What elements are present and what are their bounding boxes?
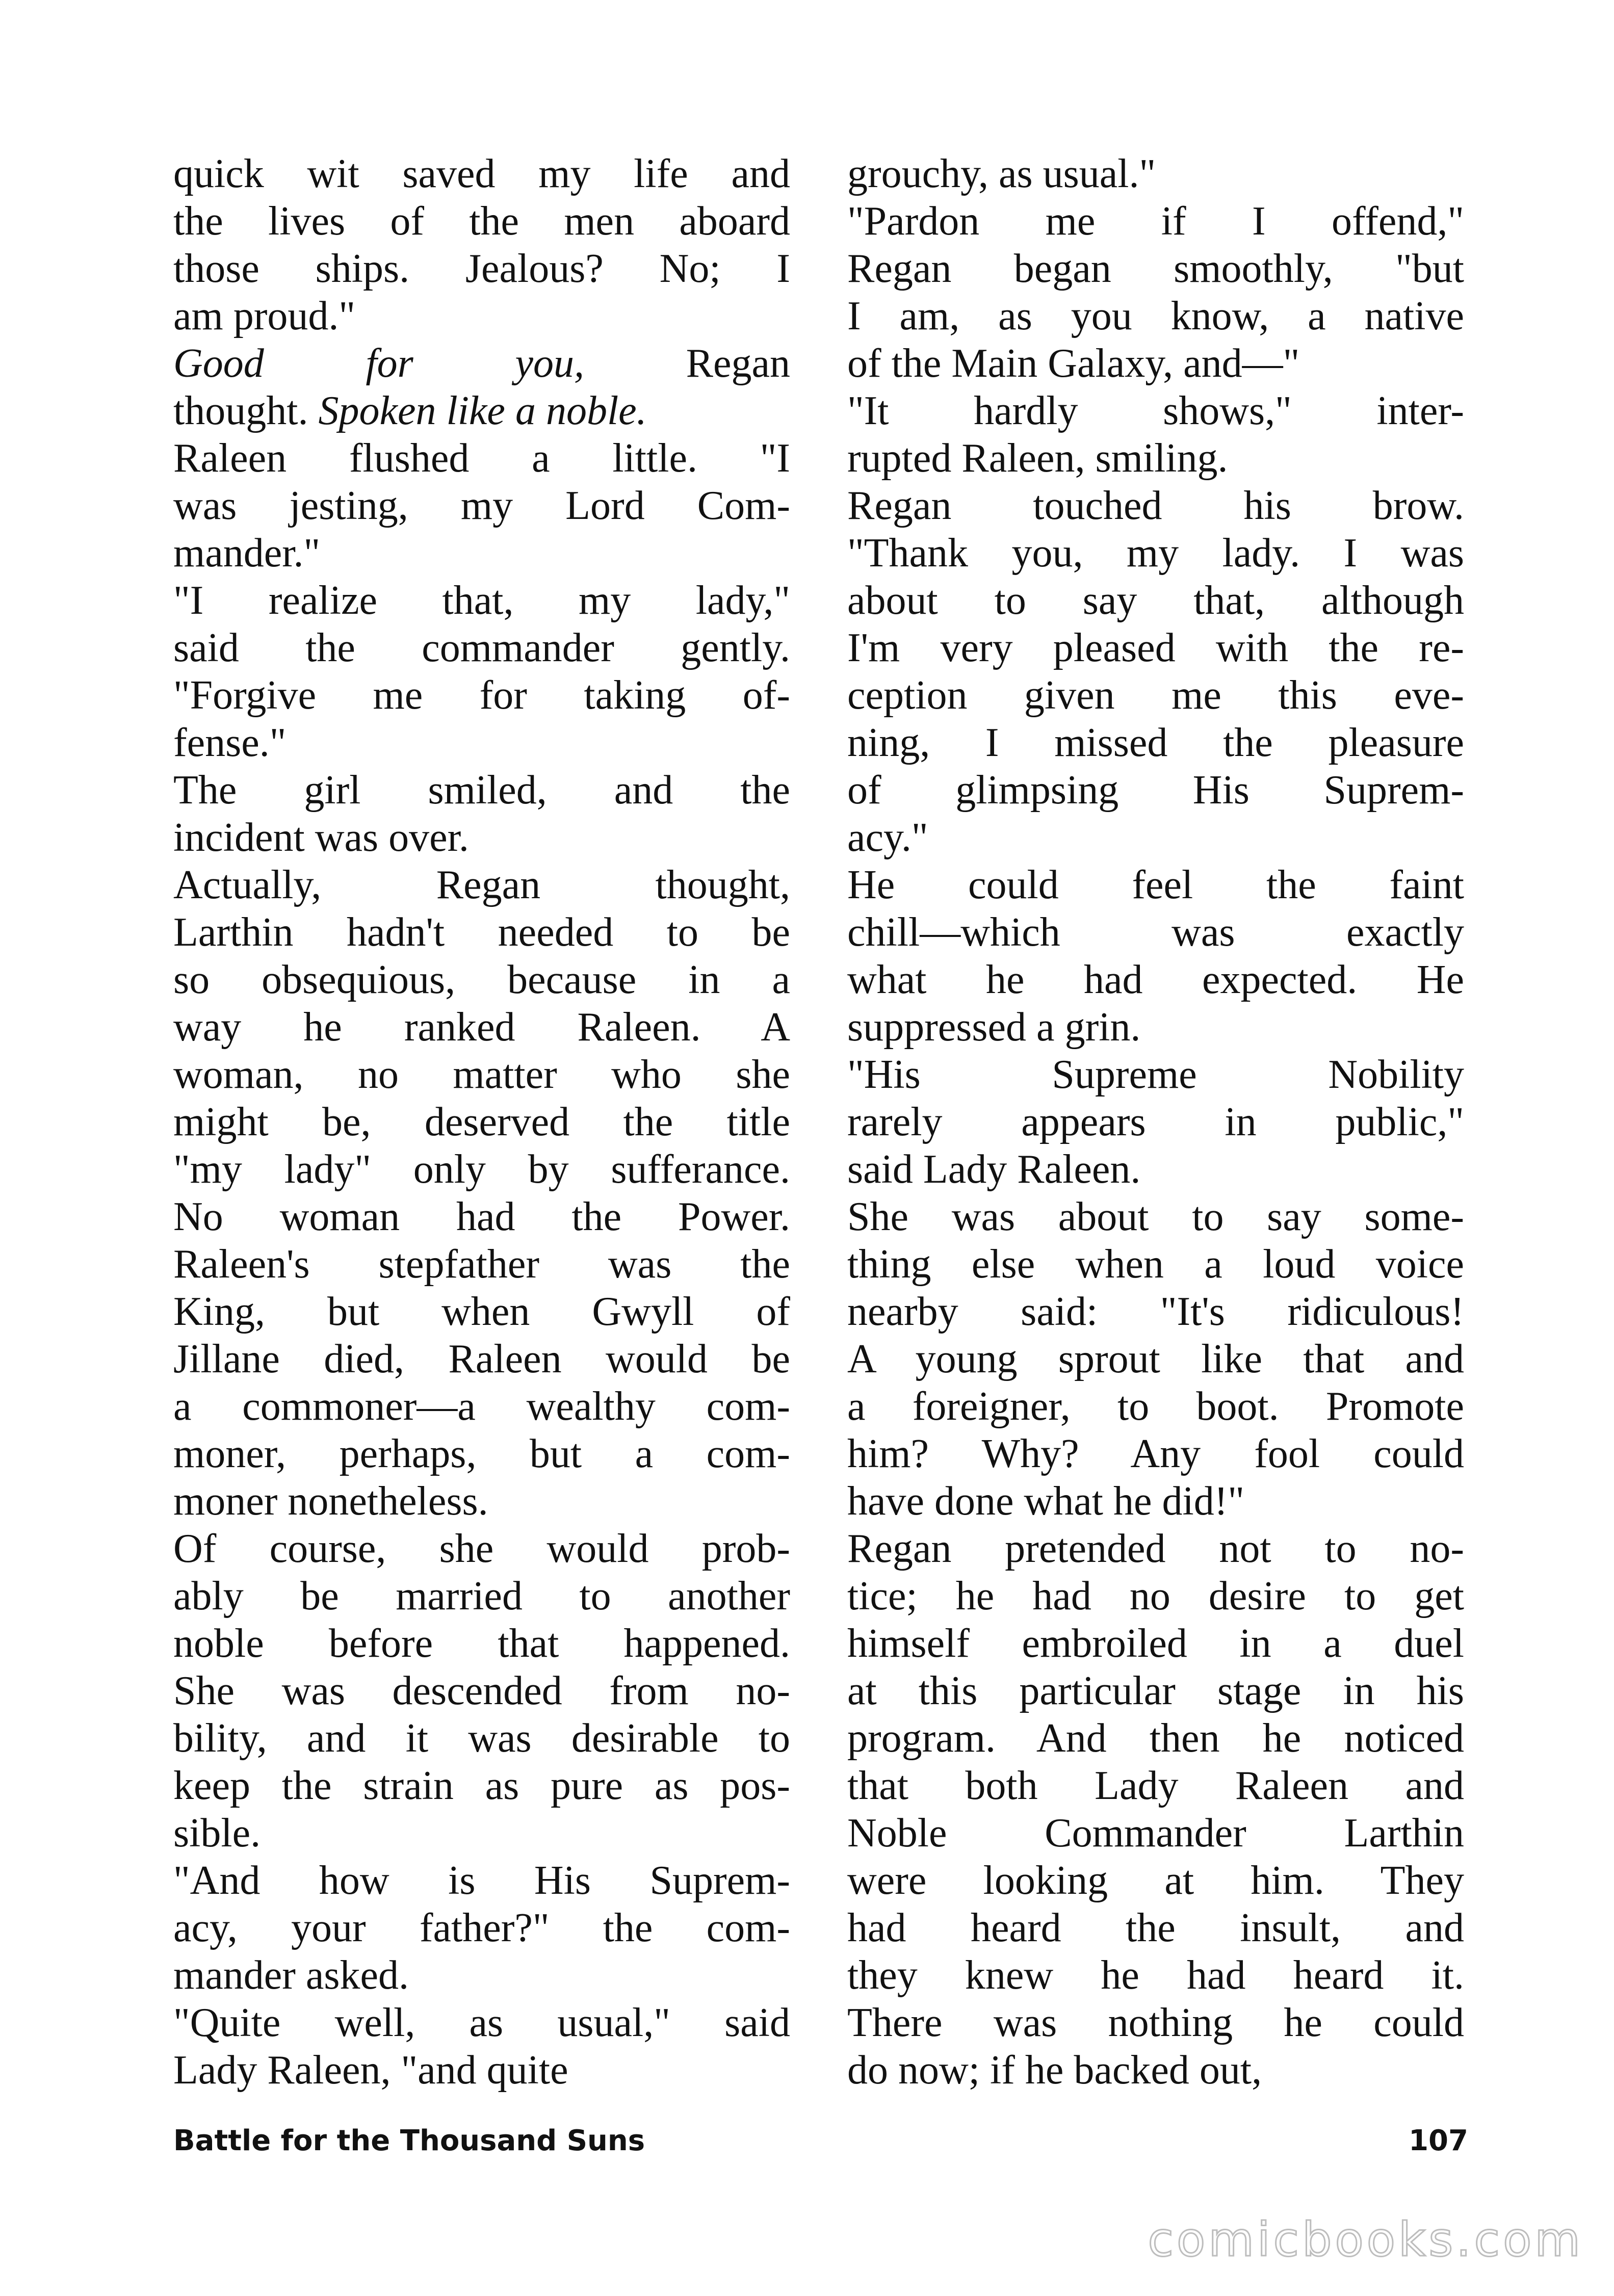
text-line: woman, no matter who she bbox=[173, 1052, 790, 1097]
left-paragraph bbox=[173, 435, 790, 577]
left-paragraph bbox=[173, 150, 790, 340]
text-line: "Pardon me if I offend," bbox=[847, 199, 1464, 244]
left-paragraph bbox=[173, 767, 790, 862]
text-line: Regan touched his brow. bbox=[847, 483, 1464, 528]
text-line: the lives of the men aboard bbox=[173, 199, 790, 244]
text-line: mander." bbox=[173, 531, 321, 576]
right-paragraph bbox=[847, 1525, 1464, 2094]
text-line: said Lady Raleen. bbox=[847, 1147, 1141, 1192]
text-line: thought. Spoken like a noble. bbox=[173, 388, 647, 433]
text-line: Lady Raleen, "and quite bbox=[173, 2048, 568, 2093]
text-line: about to say that, although bbox=[847, 578, 1464, 623]
text-line: those ships. Jealous? No; I bbox=[173, 246, 790, 291]
page-footer bbox=[173, 2121, 1468, 2161]
right-paragraph bbox=[847, 862, 1464, 1051]
text-line: quick wit saved my life and bbox=[173, 151, 790, 196]
text-line: might be, deserved the title bbox=[173, 1100, 790, 1144]
right-paragraph bbox=[847, 150, 1464, 198]
text-line: rupted Raleen, smiling. bbox=[847, 436, 1228, 481]
page-number: 107 bbox=[1409, 2124, 1468, 2157]
text-line: Jillane died, Raleen would be bbox=[173, 1337, 790, 1381]
left-paragraph bbox=[173, 862, 790, 1525]
text-line: was jesting, my Lord Com- bbox=[173, 483, 790, 528]
text-line: King, but when Gwyll of bbox=[173, 1289, 790, 1334]
text-line: Regan began smoothly, "but bbox=[847, 246, 1464, 291]
text-line: "Thank you, my lady. I was bbox=[847, 531, 1464, 576]
left-paragraph bbox=[173, 340, 790, 435]
text-line: am proud." bbox=[173, 294, 356, 338]
text-line: I'm very pleased with the re- bbox=[847, 625, 1464, 670]
left-paragraph bbox=[173, 1525, 790, 1857]
text-line: She was about to say some- bbox=[847, 1194, 1464, 1239]
text-line: were looking at him. They bbox=[847, 1858, 1464, 1903]
left-paragraph bbox=[173, 1999, 790, 2094]
text-line: I am, as you know, a native bbox=[847, 294, 1464, 338]
text-line: A young sprout like that and bbox=[847, 1337, 1464, 1381]
text-line: that both Lady Raleen and bbox=[847, 1763, 1464, 1808]
running-title: Battle for the Thousand Suns bbox=[173, 2124, 645, 2157]
text-line: No woman had the Power. bbox=[173, 1194, 790, 1239]
text-line: "I realize that, my lady," bbox=[173, 578, 790, 623]
right-paragraph bbox=[847, 1051, 1464, 1193]
text-line: moner, perhaps, but a com- bbox=[173, 1431, 790, 1476]
text-line: Good for you, Regan bbox=[173, 341, 791, 386]
text-line: He could feel the faint bbox=[847, 863, 1464, 907]
text-line: grouchy, as usual." bbox=[847, 151, 1156, 196]
text-line: "Quite well, as usual," said bbox=[173, 2000, 790, 2045]
text-line: at this particular stage in his bbox=[847, 1668, 1464, 1713]
text-line: himself embroiled in a duel bbox=[847, 1621, 1464, 1666]
text-line: "my lady" only by sufferance. bbox=[173, 1147, 790, 1192]
right-paragraph bbox=[847, 1193, 1464, 1525]
text-line: ning, I missed the pleasure bbox=[847, 720, 1464, 765]
text-line: sible. bbox=[173, 1811, 261, 1856]
text-line: keep the strain as pure as pos- bbox=[173, 1763, 790, 1808]
text-line: Raleen's stepfather was the bbox=[173, 1242, 790, 1287]
text-line: Larthin hadn't needed to be bbox=[173, 910, 790, 955]
text-line: have done what he did!" bbox=[847, 1479, 1245, 1524]
text-line: said the commander gently. bbox=[173, 625, 790, 670]
text-line: "His Supreme Nobility bbox=[847, 1052, 1464, 1097]
right-paragraph bbox=[847, 198, 1464, 387]
text-line: acy, your father?" the com- bbox=[173, 1906, 790, 1950]
text-line: him? Why? Any fool could bbox=[847, 1431, 1464, 1476]
left-paragraph bbox=[173, 577, 790, 767]
text-line: Noble Commander Larthin bbox=[847, 1811, 1464, 1856]
text-line: Of course, she would prob- bbox=[173, 1526, 790, 1571]
text-line: a foreigner, to boot. Promote bbox=[847, 1384, 1464, 1429]
text-line: The girl smiled, and the bbox=[173, 768, 790, 813]
text-line: She was descended from no- bbox=[173, 1668, 790, 1713]
text-line: Actually, Regan thought, bbox=[173, 863, 790, 907]
text-line: fense." bbox=[173, 720, 287, 765]
text-line: rarely appears in public," bbox=[847, 1100, 1464, 1144]
right-paragraph bbox=[847, 482, 1464, 862]
text-line: of glimpsing His Suprem- bbox=[847, 768, 1464, 813]
left-paragraph bbox=[173, 1857, 790, 1999]
text-line: of the Main Galaxy, and—" bbox=[847, 341, 1300, 386]
text-line: thing else when a loud voice bbox=[847, 1242, 1464, 1287]
text-line: tice; he had no desire to get bbox=[847, 1574, 1464, 1619]
text-line: There was nothing he could bbox=[847, 2000, 1464, 2045]
text-line: nearby said: "It's ridiculous! bbox=[847, 1289, 1464, 1334]
right-paragraph bbox=[847, 387, 1464, 482]
text-line: ception given me this eve- bbox=[847, 673, 1464, 718]
text-line: moner nonetheless. bbox=[173, 1479, 488, 1524]
text-line: what he had expected. He bbox=[847, 957, 1464, 1002]
text-line: so obsequious, because in a bbox=[173, 957, 790, 1002]
text-line: had heard the insult, and bbox=[847, 1906, 1464, 1950]
text-line: chill—which was exactly bbox=[847, 910, 1464, 955]
text-line: they knew he had heard it. bbox=[847, 1953, 1464, 1998]
text-line: "It hardly shows," inter- bbox=[847, 388, 1464, 433]
text-line: do now; if he backed out, bbox=[847, 2048, 1262, 2093]
text-line: bility, and it was desirable to bbox=[173, 1716, 790, 1761]
left-text-column bbox=[173, 150, 790, 2094]
text-line: mander asked. bbox=[173, 1953, 409, 1998]
text-line: Raleen flushed a little. "I bbox=[173, 436, 790, 481]
text-line: acy." bbox=[847, 815, 928, 860]
text-line: program. And then he noticed bbox=[847, 1716, 1464, 1761]
text-line: Regan pretended not to no- bbox=[847, 1526, 1464, 1571]
text-line: noble before that happened. bbox=[173, 1621, 790, 1666]
text-line: ably be married to another bbox=[173, 1574, 790, 1619]
right-text-column bbox=[847, 150, 1464, 2094]
watermark-logo: comicbooks.com bbox=[1148, 2212, 1583, 2267]
text-line: suppressed a grin. bbox=[847, 1005, 1141, 1050]
text-line: "Forgive me for taking of- bbox=[173, 673, 790, 718]
text-line: incident was over. bbox=[173, 815, 469, 860]
text-line: "And how is His Suprem- bbox=[173, 1858, 790, 1903]
text-line: a commoner—a wealthy com- bbox=[173, 1384, 790, 1429]
text-line: way he ranked Raleen. A bbox=[173, 1005, 790, 1050]
